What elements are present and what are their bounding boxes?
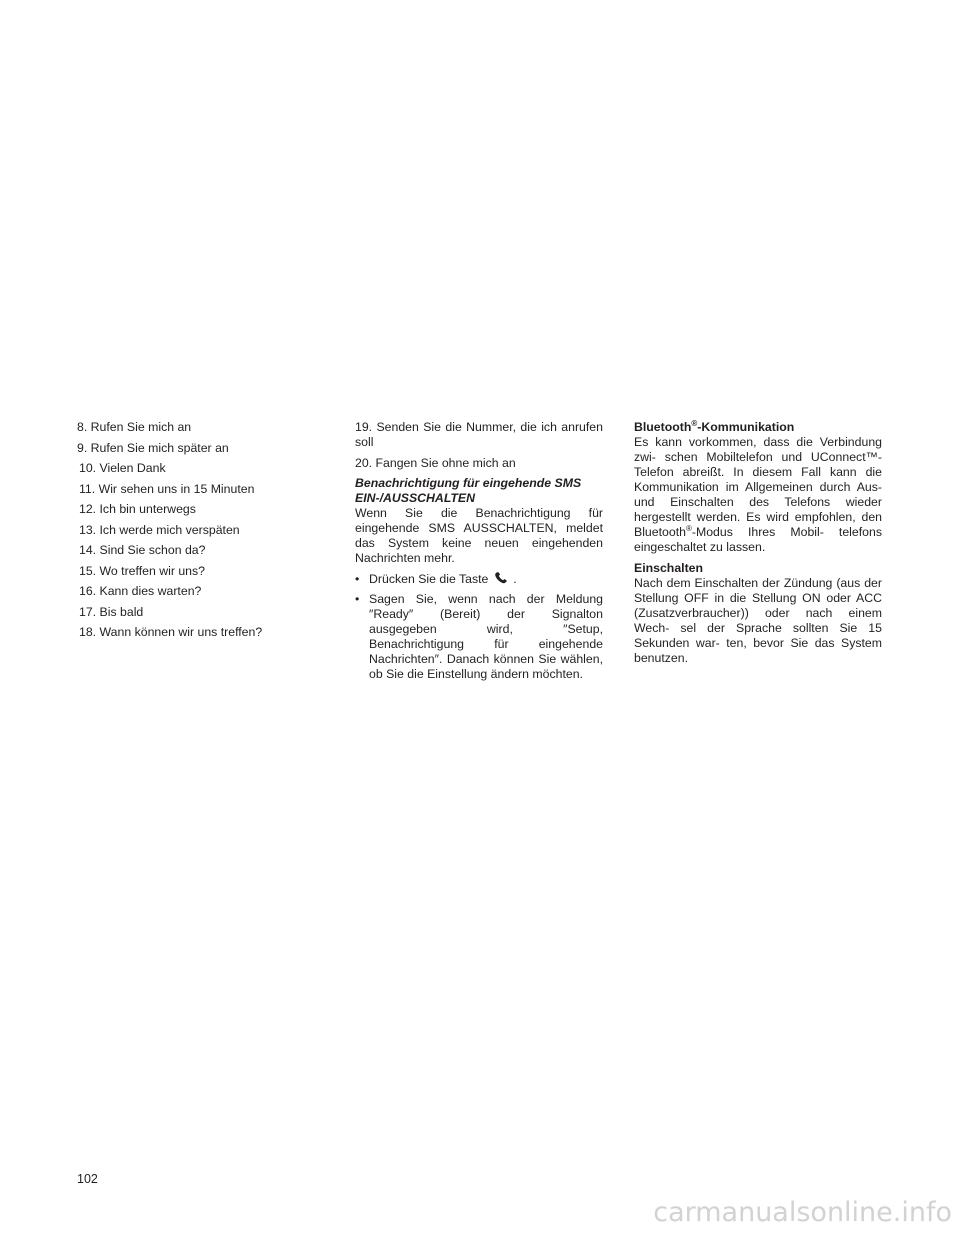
bullet-text: Drücken Sie die Taste [369,571,489,586]
page-number: 102 [77,1172,98,1186]
section-heading-sms [355,476,603,506]
registered-mark: ® [685,523,692,533]
body-paragraph [634,435,882,555]
bullet-text-end: . [513,571,517,586]
list-item: 9. Rufen Sie mich später an [77,440,229,455]
section-heading-line: EIN-/AUSSCHALTEN [355,491,476,505]
watermark: carmanualsonline.info [653,1197,952,1228]
body-paragraph: Nach dem Einschalten der Zündung (aus der Stellung OFF in die Stellung ON oder ACC (Zusatzverbraucher)) oder nach einem Wech- sel der Sprache sollten Sie 15 Sekunden war- ten, bevor Sie das System benutzen. [634,575,882,665]
middle-column [355,420,603,688]
list-item: 17. Bis bald [79,604,144,619]
paragraph-text: -Modus Ihres Mobil- telefons eingeschaltet zu lassen. [634,525,882,554]
registered-mark: ® [691,418,698,428]
phone-icon [494,572,508,584]
section-heading-einschalten: Einschalten [634,560,704,575]
list-item-20: 20. Fangen Sie ohne mich an [355,455,516,470]
body-paragraph: Wenn Sie die Benachrichtigung für eingehende SMS AUSSCHALTEN, meldet das System keine neuen eingehenden Nachrichten mehr. [355,506,603,565]
right-column [634,420,882,671]
list-item-19: 19. Senden Sie die Nummer, die ich anrufen soll [355,420,603,449]
list-item: 16. Kann dies warten? [79,584,202,598]
heading-text: Bluetooth [634,420,692,434]
bullet-item [355,592,603,682]
bullet-item [355,572,603,587]
list-item: 10. Vielen Dank [79,461,166,475]
list-item: 11. Wir sehen uns in 15 Minuten [79,481,255,496]
bullet-marker: • [355,571,360,586]
left-column [77,420,297,646]
heading-text: -Kommunikation [697,420,795,434]
paragraph-text: Es kann vorkommen, dass die Verbindung zwi- schen Mobiltelefon und UConnect™-Telefon abreißt. In diesem Fall kann die Kommunikation im Allgemeinen durch Aus- und Einschalten des Telefons wieder hergestellt werden. Es wird empfohlen, den Bluetooth [634,435,882,539]
list-item: 18. Wann können wir uns treffen? [79,625,263,639]
section-heading-bluetooth [634,420,882,435]
list-item: 8. Rufen Sie mich an [77,420,192,434]
bullet-text: Sagen Sie, wenn nach der Meldung ″Ready″ (Bereit) der Signalton ausgegeben wird, ″Setup, Benachrichtigung für eingehende Nachrichten″. Danach können Sie wählen, ob Sie die Einstellung ändern möchten. [369,592,603,681]
list-item: 15. Wo treffen wir uns? [79,563,205,578]
section-heading-line: Benachrichtigung für eingehende SMS [355,476,582,490]
list-item: 12. Ich bin unterwegs [79,502,196,516]
list-item: 14. Sind Sie schon da? [79,543,206,557]
bullet-marker: • [355,592,360,606]
list-item: 13. Ich werde mich verspäten [79,522,240,537]
